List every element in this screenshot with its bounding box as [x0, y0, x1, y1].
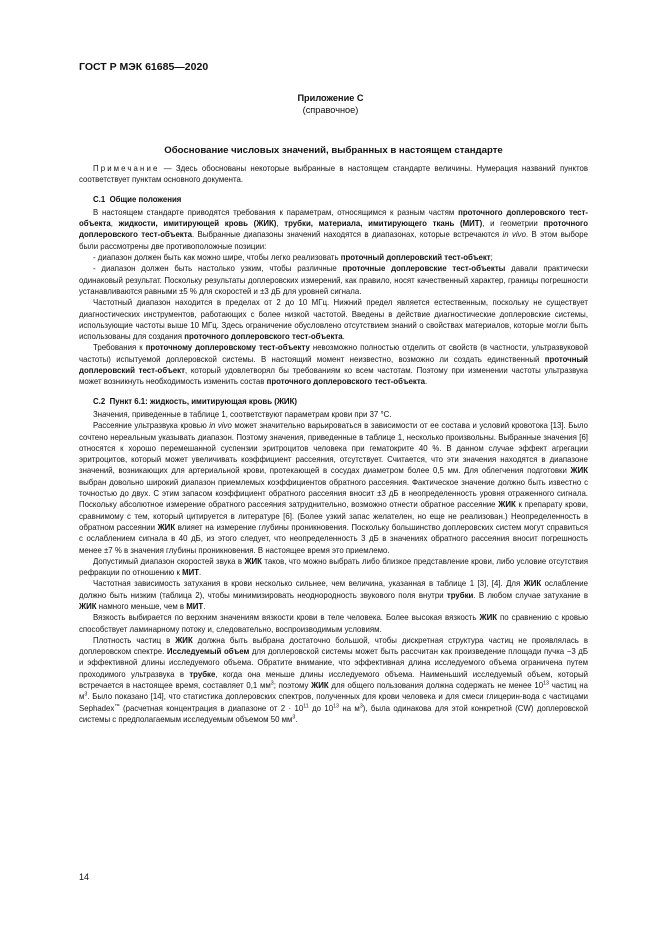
paragraph: Частотная зависимость затухания в крови несколько сильнее, чем величина, указанная в таблице 1 [3], [4]. Для ЖИК ослабление должно быть низким (таблица 2), чтобы минимизировать неоднородность звукового поля внутри трубки. В любом случае затухание в ЖИК намного меньше, чем в МИТ. — [79, 579, 588, 611]
paragraph: Рассеяние ультразвука кровью in vivo может значительно варьироваться в зависимости от ее состава и условий кровотока [13]. Было сочтено нереальным указывать диапазон. Поэтому значения, приведенные в таблице 1, несколько произвольны. Выбранные значения [6] относятся к хорошо перемешанной суспензии эритроцитов человека при гематокрите 40 %. В данном случае эффект агрегации эритроцитов, который может увеличивать коэффициент рассеяния, отсутствует. Считается, что эти значения находятся в диапазоне значений, возникающих для артериальной крови, протекающей в сосудах диаметром более 0,5 мм. Для облегчения подготовки ЖИК выбран довольно широкий диапазон приемлемых коэффициентов обратного рассеяния. Фактическое значение должно быть известно с точностью до двух. С этим запасом коэффициент обратного рассеяния вносит ±3 дБ в неопределенность уровня отраженного сигнала. Поскольку абсолютное измерение обратного рассеяния затруднительно, возможно отнести обратное рассеяние ЖИК к препарату крови, сравнимому с тем, который цитируется в литературе [6]. (Более узкий запас желателен, но еще не реализован.) Неопределенность в обратном рассеянии ЖИК влияет на измерение глубины проникновения. Поскольку большинство доплеровских систем могут справиться с ослаблением сигнала в 40 дБ, из этого следует, что неопределенность 3 дБ в значениях обратного рассеяния вносит погрешность менее ±7 % в значения глубины проникновения. В настоящее время это приемлемо. — [79, 421, 589, 555]
appendix-subtitle: (справочное) — [302, 105, 359, 115]
paragraph: Значения, приведенные в таблице 1, соответствуют параметрам крови при 37 °C. — [93, 409, 392, 419]
appendix-title: Приложение С — [297, 93, 364, 103]
paragraph: - диапазон должен быть как можно шире, чтобы легко реализовать проточный доплеровский тест-объект; — [93, 253, 493, 263]
paragraph: В настоящем стандарте приводятся требования к параметрам, относящимся к разным частям проточного доплеровского тест-объекта, жидкости, имитирующей кровь (ЖИК), трубки, материала, имитирующего ткань (МИТ), и геометрии проточного доплеровского тест-объекта. Выбранные диапазоны значений находятся в диапазонах, которые встречаются in vivo. В этом выборе были рассмотрены две противоположные позиции: — [79, 207, 589, 251]
paragraph: Частотный диапазон находится в пределах от 2 до 10 МГц. Нижний предел является естественным, поскольку не существует диагностических инструментов, работающих с более низкой частотой. Введены в действие диагностические доплеровские системы, использующие частоты выше 10 МГц. Здесь ограничение обусловлено отсутствием знаний о свойствах материалов, которые могли быть использованы для создания проточного доплеровского тест-объекта. — [79, 298, 588, 342]
section-heading-c2: С.2 Пункт 6.1: жидкость, имитирующая кровь (ЖИК) — [93, 396, 297, 406]
section-heading-c1: С.1 Общие положения — [93, 194, 182, 204]
paragraph: - диапазон должен быть настолько узким, чтобы различные проточные доплеровские тест-объекты давали практически одинаковый результат. Поскольку результаты доплеровских измерений, как правило, носят качественный характер, границы погрешности устанавливаются равными ±5 % для скоростей и ±3 дБ для уровней сигнала. — [79, 264, 588, 296]
page-number: 14 — [79, 872, 90, 882]
document-title: Обоснование числовых значений, выбранных в настоящем стандарте — [164, 145, 503, 156]
note-paragraph: Примечание — Здесь обоснованы некоторые выбранные в настоящем стандарте величины. Нумерация названий пунктов соответствует пунктам основного документа. — [79, 164, 588, 185]
paragraph: Вязкость выбирается по верхним значениям вязкости крови в теле человека. Более высокая вязкость ЖИК по сравнению с кровью способствует ламинарному потоку и, следовательно, воспроизводимым условиям. — [79, 613, 588, 634]
standard-code-header: ГОСТ Р МЭК 61685—2020 — [79, 61, 209, 73]
paragraph: Требования к проточному доплеровскому тест-объекту невозможно полностью отделить от свойств (в частности, ультразвуковой частоты) испытуемой доплеровской системы. В настоящий момент неизвестно, возможно ли создать единственный проточный доплеровский тест-объект, который удовлетворял бы требованиям ко всем частотам. Поэтому при изменении частоты ультразвука может возникнуть необходимость изменить состав проточного доплеровского тест-объекта. — [79, 343, 588, 387]
document-body — [79, 163, 588, 725]
paragraph: Допустимый диапазон скоростей звука в ЖИК таков, что можно выбрать либо близкое представление крови, либо условие отсутствия рефракции по отношению к МИТ. — [79, 556, 588, 578]
note-label: Примечание — [93, 164, 160, 173]
paragraph: Плотность частиц в ЖИК должна быть выбрана достаточно большой, чтобы дискретная структура частиц не проявлялась в доплеровском спектре. Исследуемый объем для доплеровской системы может быть рассчитан как произведение площади пучка −3 дБ и эффективной длины исследуемого объема. Обратите внимание, что эффективная длина исследуемого объема ограничена путем проходимого ультразвука в трубке, когда она меньше длины исследуемого объема. Наименьший исследуемый объем, который встречается в настоящее время, составляет 0,1 $мм^3$; поэтому ЖИК для общего пользования должна содержать не менее $10^{13}$ частиц на $м^3$. Было показано [14], что статистика доплеровских спектров, полученных для крови человека и для смеси глицерин-вода с частицами Sephadex™ (расчетная концентрация в диапазоне от $2 \cdot 10^{11}$ до $10^{13}$ на $м^3$), была одинакова для этой конкретной (CW) доплеровской системы с предполагаемым исследуемым объемом 50 $мм^3$. — [79, 635, 588, 724]
